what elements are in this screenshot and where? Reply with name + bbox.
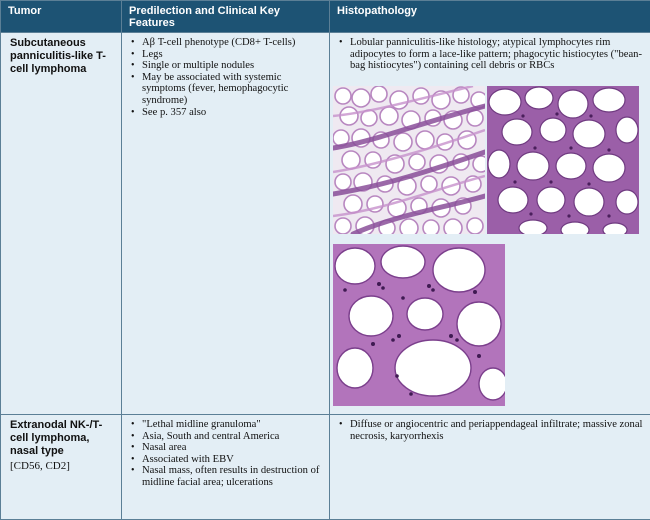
tumor-name: Subcutaneous panniculitis-like T-cell lymphoma (7, 37, 115, 76)
histopathology-list (336, 419, 644, 442)
histopathology-list (336, 37, 644, 72)
header-features: Predilection and Clinical Key Features (122, 1, 330, 33)
histopathology-cell (330, 415, 650, 520)
tumor-markers: [CD56, CD2] (7, 460, 115, 472)
list-item: • Lobular panniculitis-like histology; atypical lymphocytes rim adipocytes to form a lace-like pattern; phagocytic histiocytes ("bean-bag histiocytes") containing cell debris or RBCs (350, 37, 644, 72)
header-histopathology: Histopathology (330, 1, 650, 33)
list-item: • Nasal mass, often results in destruction of midline facial area; ulcerations (142, 465, 323, 488)
list-item: • Legs (142, 49, 323, 61)
tumor-cell (1, 33, 122, 415)
micrograph-medium-power (487, 86, 639, 234)
features-list (128, 37, 323, 118)
list-item: • Associated with EBV (142, 454, 323, 466)
list-item: • Single or multiple nodules (142, 60, 323, 72)
list-item: • "Lethal midline granuloma" (142, 419, 323, 431)
list-item: • Diffuse or angiocentric and periappendageal infiltrate; massive zonal necrosis, karyorrhexis (350, 419, 644, 442)
features-list (128, 419, 323, 489)
list-item: • May be associated with systemic symptoms (fever, hemophagocytic syndrome) (142, 72, 323, 107)
list-item: • Nasal area (142, 442, 323, 454)
features-cell (122, 33, 330, 415)
list-item: • Aβ T-cell phenotype (CD8+ T-cells) (142, 37, 323, 49)
header-tumor: Tumor (1, 1, 122, 33)
header-row (1, 1, 650, 33)
tumor-name: Extranodal NK-/T-cell lymphoma, nasal type (7, 419, 115, 458)
features-cell (122, 415, 330, 520)
list-item: • See p. 357 also (142, 107, 323, 119)
micrograph-low-power (333, 86, 485, 234)
tumor-cell (1, 415, 122, 520)
micrograph-high-power (333, 244, 505, 406)
table-row (1, 415, 650, 520)
list-item: • Asia, South and central America (142, 431, 323, 443)
